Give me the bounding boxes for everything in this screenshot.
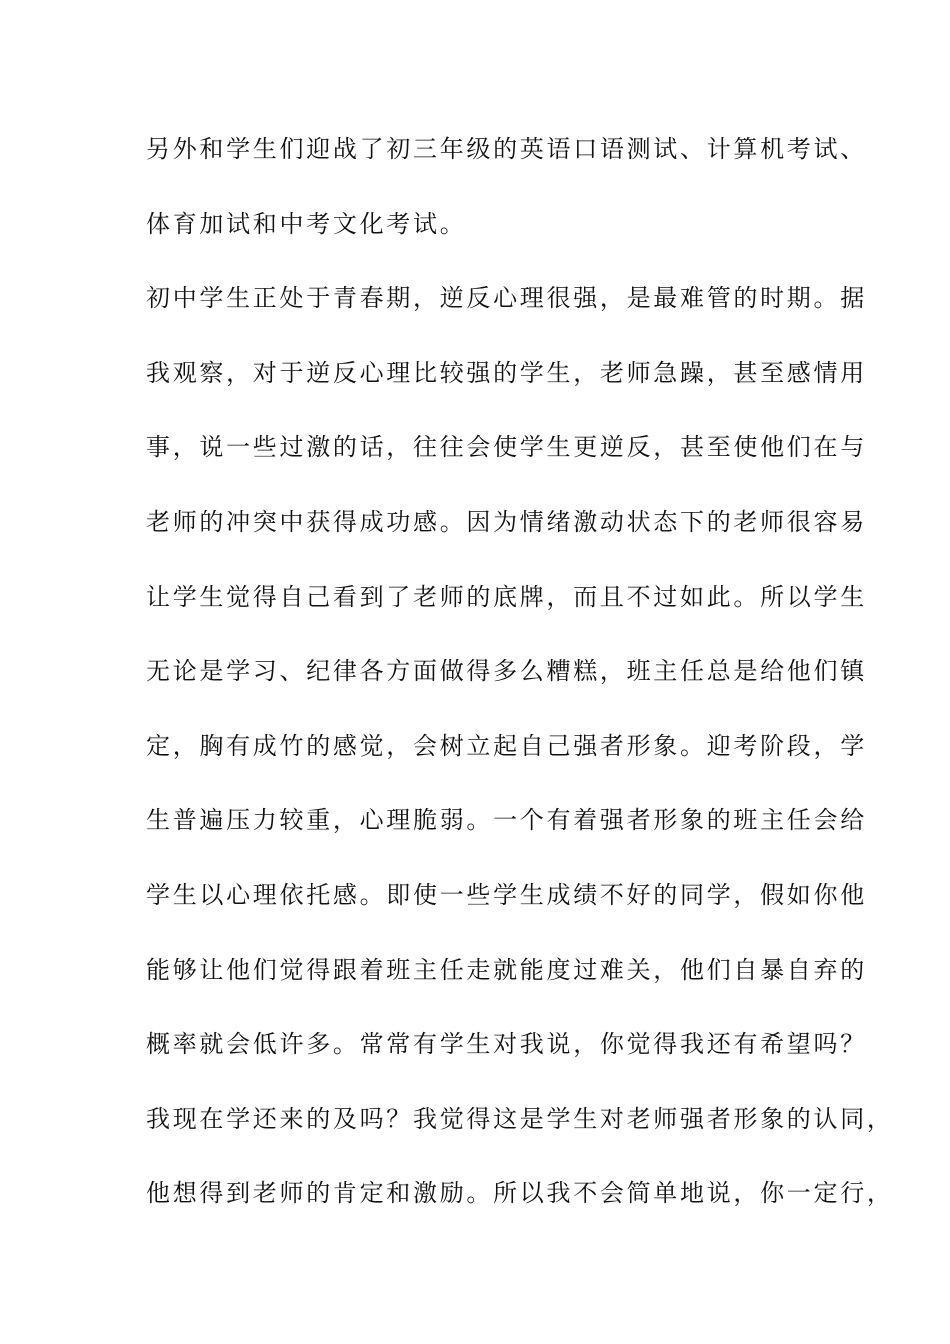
text-line: 老师的冲突中获得成功感。因为情绪激动状态下的老师很容易 (146, 507, 867, 536)
text-line: 事，说一些过激的话，往往会使学生更逆反，甚至使他们在与 (146, 433, 867, 462)
text-line: 另外和学生们迎战了初三年级的英语口语测试、计算机考试、 (146, 135, 867, 163)
document-text-body (146, 131, 894, 1250)
text-line: 让学生觉得自己看到了老师的底牌，而且不过如此。所以学生 (146, 582, 867, 611)
text-line: 他想得到老师的肯定和激励。所以我不会简单地说，你一定行， (146, 1179, 894, 1208)
text-line: 学生以心理依托感。即使一些学生成绩不好的同学，假如你他 (146, 880, 867, 909)
text-line: 生普遍压力较重，心理脆弱。一个有着强者形象的班主任会给 (146, 806, 867, 835)
text-line: 定，胸有成竹的感觉，会树立起自己强者形象。迎考阶段，学 (146, 731, 867, 760)
text-line: 初中学生正处于青春期，逆反心理很强，是最难管的时期。据 (146, 284, 867, 313)
text-line: 我观察，对于逆反心理比较强的学生，老师急躁，甚至感情用 (146, 358, 867, 387)
text-line: 我现在学还来的及吗？我觉得这是学生对老师强者形象的认同， (146, 1104, 894, 1133)
text-line: 概率就会低许多。常常有学生对我说，你觉得我还有希望吗？ (146, 1030, 867, 1059)
text-line: 能够让他们觉得跟着班主任走就能度过难关，他们自暴自弃的 (146, 955, 867, 984)
text-line: 体育加试和中考文化考试。 (146, 209, 467, 238)
text-line: 无论是学习、纪律各方面做得多么糟糕，班主任总是给他们镇 (146, 657, 867, 686)
